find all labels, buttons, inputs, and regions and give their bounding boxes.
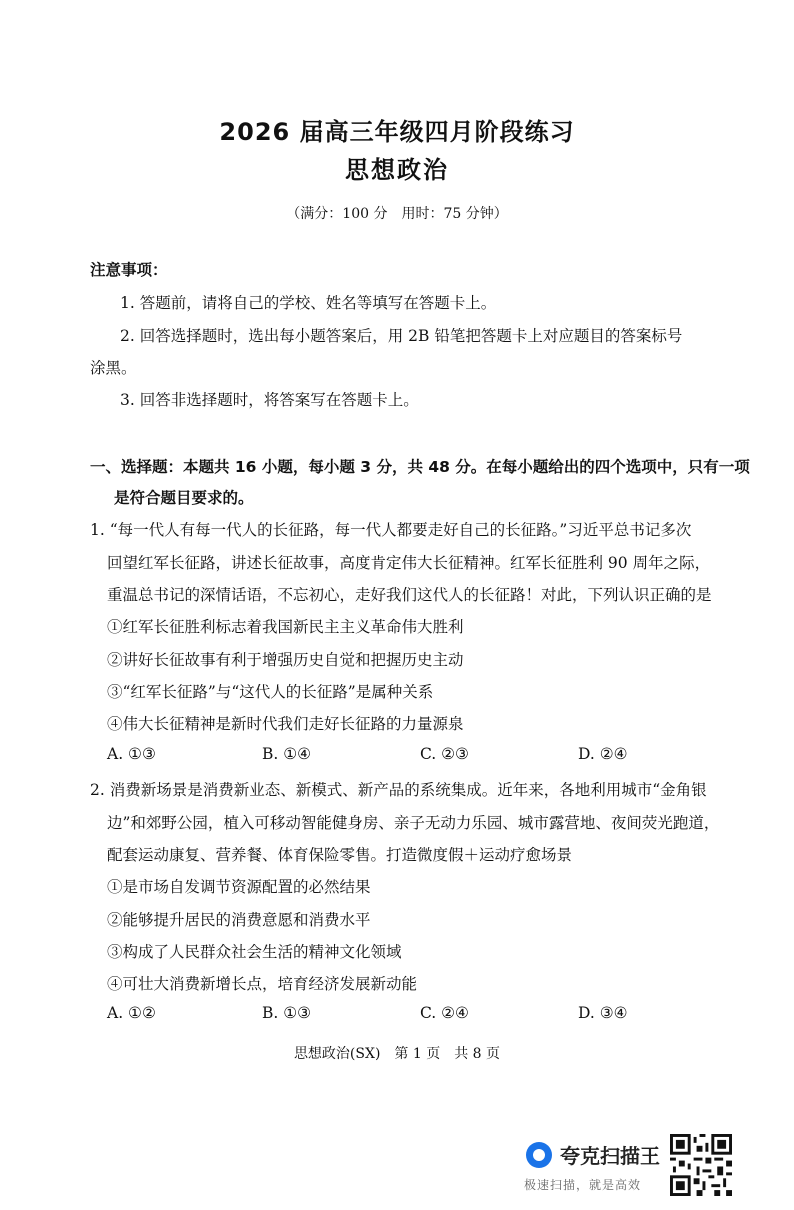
note-item: 3. 回答非选择题时，将答案写在答题卡上。: [120, 391, 419, 409]
question-2-statement: ③构成了人民群众社会生活的精神文化领域: [107, 943, 402, 961]
question-1-option-d: D. ②④: [578, 745, 628, 763]
exam-title: 2026 届高三年级四月阶段练习: [219, 118, 575, 146]
page-footer: 思想政治(SX) 第 1 页 共 8 页: [293, 1046, 501, 1062]
score-info: （满分：100 分 用时：75 分钟）: [286, 206, 508, 222]
question-2-text: 边”和郊野公园，植入可移动智能健身房、亲子无动力乐园、城市露营地、夜间荧光跑道，: [107, 814, 720, 832]
question-2-option-c: C. ②④: [420, 1004, 469, 1022]
watermark-app-name: 夸克扫描王: [560, 1144, 660, 1168]
question-1-statement: ②讲好长征故事有利于增强历史自觉和把握历史主动: [107, 651, 464, 669]
question-1-option-b: B. ①④: [262, 745, 312, 763]
question-2-text: 配套运动康复、营养餐、体育保险零售。打造微度假＋运动疗愈场景: [107, 846, 573, 864]
watermark-slogan: 极速扫描，就是高效: [524, 1178, 642, 1192]
question-1-statement: ③“红军长征路”与“这代人的长征路”是属种关系: [107, 683, 434, 701]
question-1-statement: ④伟大长征精神是新时代我们走好长征路的力量源泉: [107, 715, 464, 733]
section-heading-cont: 是符合题目要求的。: [114, 489, 254, 507]
question-1-text: 重温总书记的深情话语，不忘初心，走好我们这代人的长征路！对此，下列认识正确的是: [107, 586, 712, 604]
question-2-statement: ④可壮大消费新增长点，培育经济发展新动能: [107, 975, 418, 993]
note-item: 涂黑。: [90, 359, 137, 377]
question-1-text: 1. “每一代人有每一代人的长征路，每一代人都要走好自己的长征路。”习近平总书记多次: [90, 521, 692, 539]
notes-heading: 注意事项：: [90, 261, 168, 279]
note-item: 1. 答题前，请将自己的学校、姓名等填写在答题卡上。: [120, 294, 497, 312]
question-1-text: 回望红军长征路，讲述长征故事，高度肯定伟大长征精神。红军长征胜利 90 周年之际，: [107, 554, 711, 572]
subject-title: 思想政治: [345, 156, 449, 184]
question-1-option-a: A. ①③: [107, 745, 156, 763]
note-item: 2. 回答选择题时，选出每小题答案后，用 2B 铅笔把答题卡上对应题目的答案标号: [120, 327, 683, 345]
quark-logo-icon: [526, 1142, 552, 1168]
scanner-watermark: [522, 1132, 732, 1198]
section-heading: 一、选择题：本题共 16 小题，每小题 3 分，共 48 分。在每小题给出的四个选项中，只有一项: [90, 458, 750, 476]
question-2-text: 2. 消费新场景是消费新业态、新模式、新产品的系统集成。近年来，各地利用城市“金角银: [90, 781, 707, 799]
question-2-option-d: D. ③④: [578, 1004, 628, 1022]
question-2-statement: ①是市场自发调节资源配置的必然结果: [107, 878, 371, 896]
question-2-statement: ②能够提升居民的消费意愿和消费水平: [107, 911, 371, 929]
question-1-statement: ①红军长征胜利标志着我国新民主主义革命伟大胜利: [107, 618, 464, 636]
qr-code-icon: [670, 1134, 732, 1196]
question-2-option-a: A. ①②: [107, 1004, 156, 1022]
question-2-option-b: B. ①③: [262, 1004, 312, 1022]
question-1-option-c: C. ②③: [420, 745, 469, 763]
